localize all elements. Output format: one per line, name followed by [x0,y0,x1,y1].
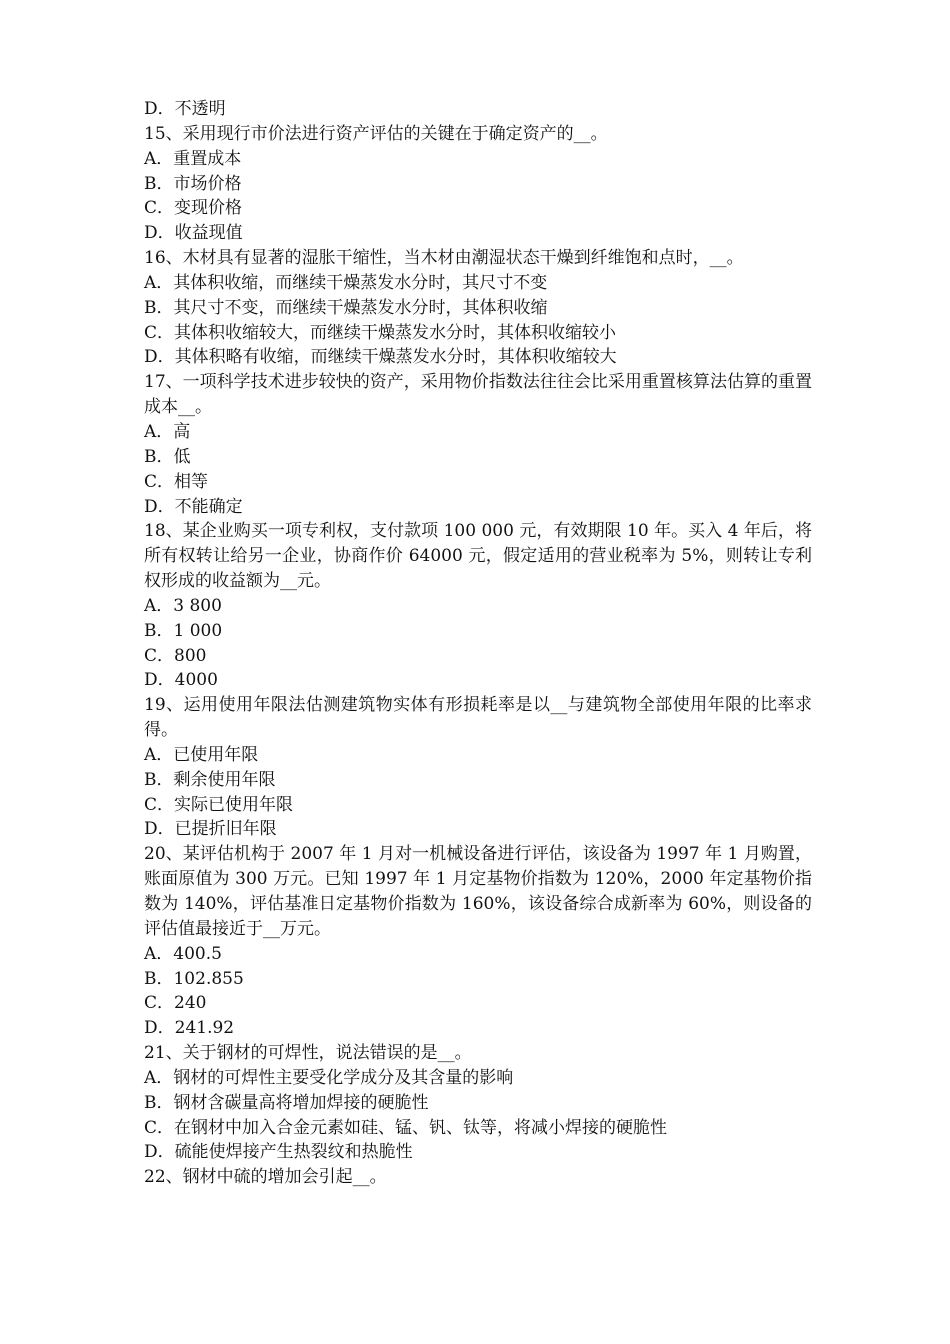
option-a-q15: A．重置成本 [144,148,242,169]
option-c-q16: C．其体积收缩较大，而继续干燥蒸发水分时，其体积收缩较小 [144,322,617,343]
document-body [144,97,812,1190]
question-15: 15、采用现行市价法进行资产评估的关键在于确定资产的__。 [144,123,608,144]
question-17: 17、一项科学技术进步较快的资产，采用物价指数法往往会比采用重置核算法估算的重置成本__。 [144,372,812,418]
option-c-q17: C．相等 [144,471,209,492]
option-b-q15: B．市场价格 [144,173,242,194]
option-a-q19: A．已使用年限 [144,744,259,765]
option-a-q16: A．其体积收缩，而继续干燥蒸发水分时，其尺寸不变 [144,272,548,293]
option-a-q21: A．钢材的可焊性主要受化学成分及其含量的影响 [144,1067,514,1088]
option-d-q21: D．硫能使焊接产生热裂纹和热脆性 [144,1142,413,1163]
question-21: 21、关于钢材的可焊性，说法错误的是__。 [144,1043,472,1064]
option-c-q21: C．在钢材中加入合金元素如硅、锰、钒、钛等，将减小焊接的硬脆性 [144,1117,668,1138]
option-b-q16: B．其尺寸不变，而继续干燥蒸发水分时，其体积收缩 [144,297,548,318]
option-d-q18: D．4000 [144,670,218,691]
option-b-q21: B．钢材含碳量高将增加焊接的硬脆性 [144,1092,429,1113]
question-16: 16、木材具有显著的湿胀干缩性，当木材由潮湿状态干燥到纤维饱和点时，__。 [144,248,744,269]
option-d-q16: D．其体积略有收缩，而继续干燥蒸发水分时，其体积收缩较大 [144,347,617,368]
question-19: 19、运用使用年限法估测建筑物实体有形损耗率是以__与建筑物全部使用年限的比率求得。 [144,695,812,741]
option-c-q15: C．变现价格 [144,198,243,219]
option-d-q15: D．收益现值 [144,223,243,244]
question-22: 22、钢材中硫的增加会引起__。 [144,1167,387,1188]
option-b-q17: B．低 [144,446,191,467]
option-d-q20: D．241.92 [144,1018,235,1039]
option-d-q14: D．不透明 [144,99,226,119]
option-c-q20: C．240 [144,993,207,1014]
question-20: 20、某评估机构于 2007 年 1 月对一机械设备进行评估，该设备为 1997 年 1 月购置，账面原值为 300 万元。已知 1997 年 1 月定基物价指数为 120%，2000 年定基物价指数为 140%，评估基准日定基物价指数为 160%，该设备综合成新率为 60%，则设备的评估值最接近于__万元。 [144,844,812,939]
option-a-q18: A．3 800 [144,595,222,616]
option-c-q18: C．800 [144,645,207,666]
option-c-q19: C．实际已使用年限 [144,794,294,815]
option-a-q20: A．400.5 [144,943,222,964]
option-d-q17: D．不能确定 [144,496,243,517]
question-18: 18、某企业购买一项专利权，支付款项 100 000 元，有效期限 10 年。买入 4 年后，将所有权转让给另一企业，协商作价 64000 元，假定适用的营业税率为 5%，则转让专利权形成的收益额为__元。 [144,521,812,592]
option-b-q18: B．1 000 [144,620,223,641]
option-b-q20: B．102.855 [144,968,244,989]
option-a-q17: A．高 [144,421,191,442]
option-d-q19: D．已提折旧年限 [144,819,277,840]
option-b-q19: B．剩余使用年限 [144,769,276,790]
